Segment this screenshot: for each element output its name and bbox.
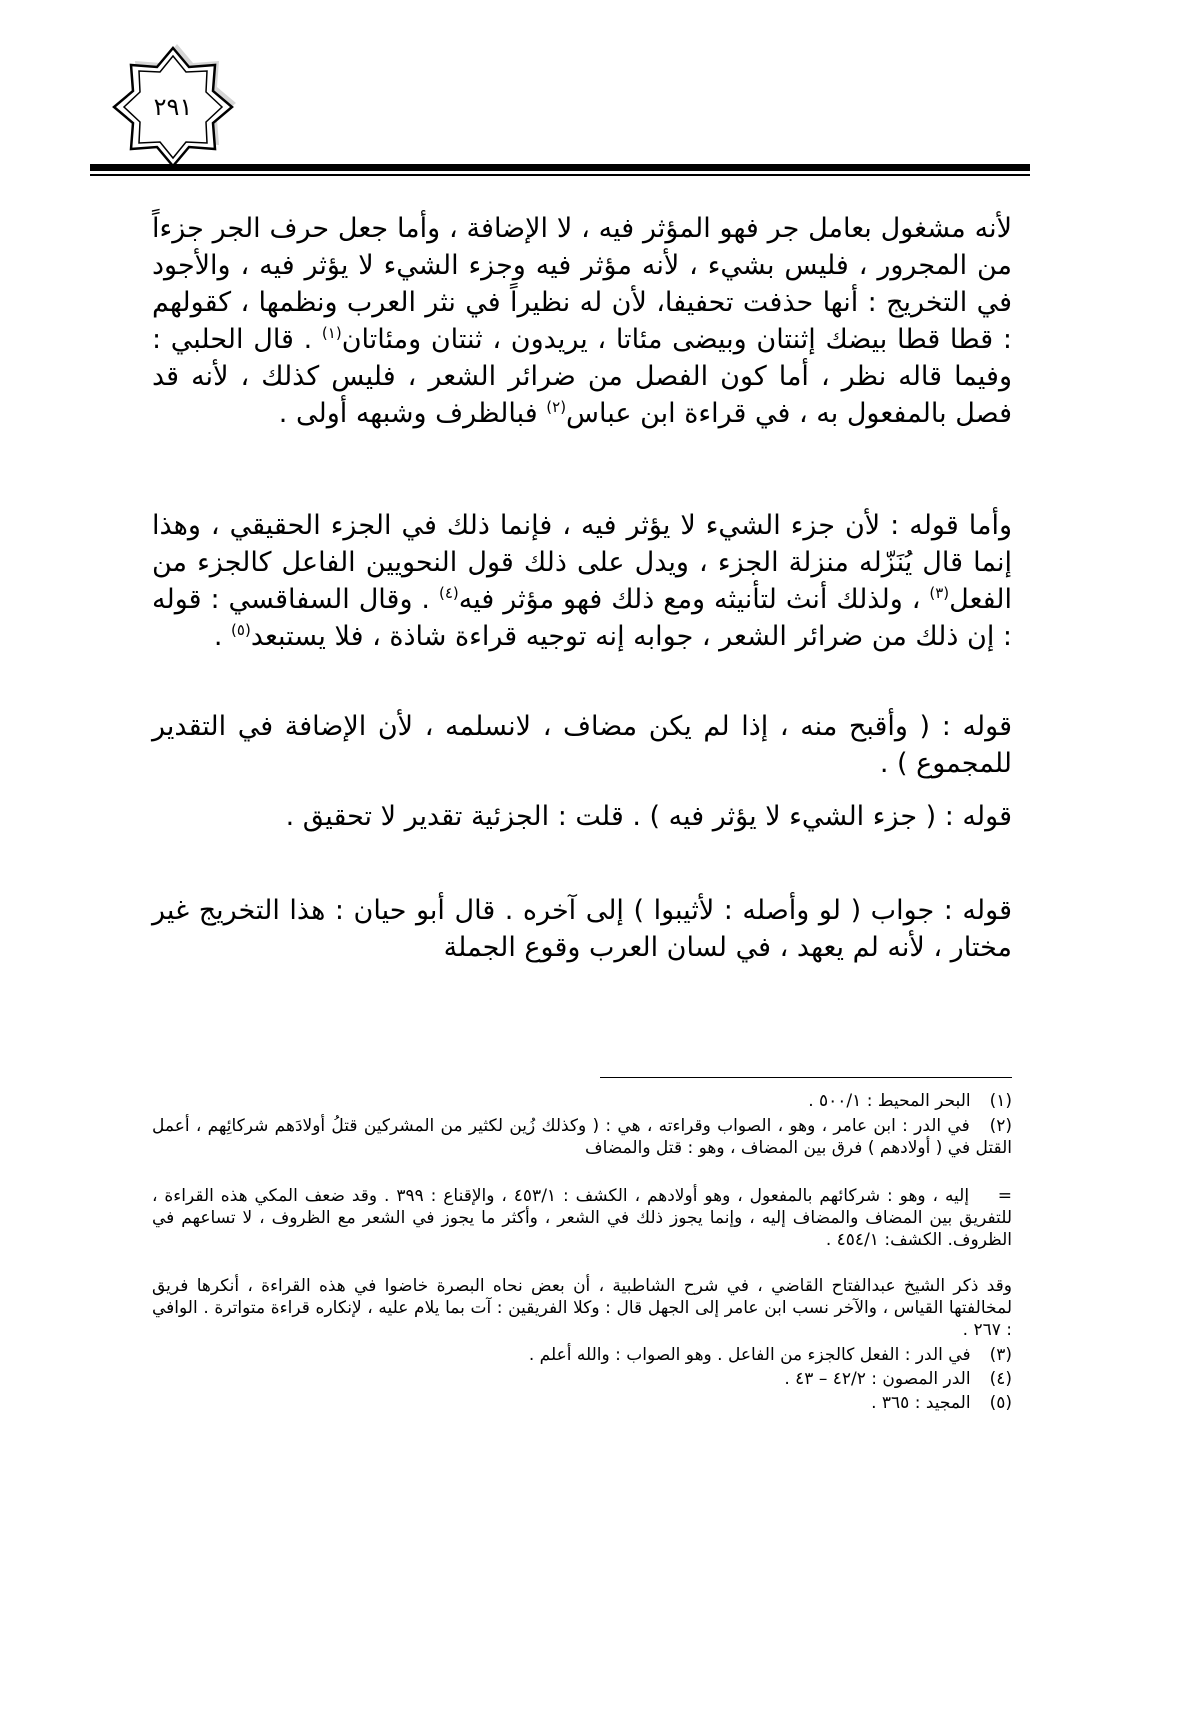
page-number-badge: [108, 42, 238, 172]
body-paragraph-4: قوله : ( جزء الشيء لا يؤثر فيه ) . قلت : الجزئية تقدير لا تحقيق .: [285, 801, 1012, 832]
footnote-2: (٢) في الدر : ابن عامر ، وهو ، الصواب وقراءته ، هي : ( وكذلك زُين لكثير من المشركين قتلُ أولادَهم شركائِهم ، أعمل القتل في ( أولادهم ) فرق بين المضاف ، وهو : قتل والمضاف: [152, 1116, 1012, 1158]
body-paragraph-5: قوله : جواب ( لو وأصله : لأثيبوا ) إلى آخره . قال أبو حيان : هذا التخريج غير مختار ، لأنه لم يعهد ، في لسان العرب وقوع الجملة: [152, 895, 1012, 963]
body-paragraph-3: قوله : ( وأقبح منه ، إذا لم يكن مضاف ، لانسلمه ، لأن الإضافة في التقدير للمجموع ) .: [152, 711, 1012, 779]
footnote-ref-1: (١): [321, 324, 342, 342]
header-rule-thick: [90, 164, 1030, 171]
body-paragraph-1: لأنه مشغول بعامل جر فهو المؤثر فيه ، لا الإضافة ، وأما جعل حرف الجر جزءاً من المجرور ، فليس بشيء ، لأنه مؤثر فيه وجزء الشيء لا يؤثر فيه ، والأجود في التخريج : أنها حذفت تحفيفا، لأن له نظيراً في نثر العرب ونظمها ، كقولهم : قطا قطا بيضك إثنتان وبيضى مئاتا ، يريدون ، ثنتان ومئاتان$^{(١)}$ . قال الحلبي : وفيما قاله نظر ، أما كون الفصل من ضرائر الشعر ، فليس كذلك ، لأنه قد فصل بالمفعول به ، في قراءة ابن عباس$^{(٢)}$ فبالظرف وشبهه أولى .: [152, 213, 1012, 429]
footnote-continuation: = إليه ، وهو : شركائهم بالمفعول ، وهو أولادهم ، الكشف : ٤٥٣/١ ، والإقناع : ٣٩٩ . وقد ضعف المكي هذه القراءة ، للتفريق بين المضاف والمضاف إليه ، وإنما يجوز ذلك في الشعر ، وأكثر ما يجوز في الشعر مع الظروف ، لا تساعهم في الظروف. الكشف: ٤٥٤/١ .: [152, 1186, 1013, 1250]
footnote-1: (١) البحر المحيط : ٥٠٠/١ .: [808, 1091, 1012, 1111]
footnote-ref-5: (٥): [231, 621, 251, 639]
footnote-ref-2: (٢): [546, 398, 567, 416]
footnote-ref-3: (٣): [929, 584, 950, 602]
footnote-4: (٤) الدر المصون : ٤٢/٢ – ٤٣ .: [784, 1369, 1012, 1389]
footnote-ref-4: (٤): [438, 584, 459, 602]
body-paragraph-2: وأما قوله : لأن جزء الشيء لا يؤثر فيه ، فإنما ذلك في الجزء الحقيقي ، وهذا إنما قال يُنَزّله منزلة الجزء ، ويدل على ذلك قول النحويين الفاعل كالجزء من الفعل$^{(٣)}$ ، ولذلك أنث لتأنيثه ومع ذلك فهو مؤثر فيه$^{(٤)}$ . وقال السفاقسي : قوله : إن ذلك من ضرائر الشعر ، جوابه إنه توجيه قراءة شاذة ، فلا يستبعد$^{(٥)}$ .: [152, 510, 1012, 652]
header-rule-thin: [90, 174, 1030, 176]
footnote-3: (٣) في الدر : الفعل كالجزء من الفاعل . وهو الصواب : والله أعلم .: [528, 1345, 1012, 1365]
page-number: ٢٩١: [153, 93, 193, 121]
footnote-5: (٥) المجيد : ٣٦٥ .: [871, 1393, 1012, 1413]
footnote-separator: [600, 1077, 1012, 1078]
footnote-continuation-2: وقد ذكر الشيخ عبدالفتاح القاضي ، في شرح الشاطبية ، أن بعض نحاه البصرة خاضوا في هذه القراءة ، أنكرها فريق لمخالفتها القياس ، والآخر نسب ابن عامر إلى الجهل قال : وكلا الفريقين : آت بما يلام عليه ، لإنكاره قراءة متواترة . الوافي : ٢٦٧ .: [152, 1276, 1012, 1340]
